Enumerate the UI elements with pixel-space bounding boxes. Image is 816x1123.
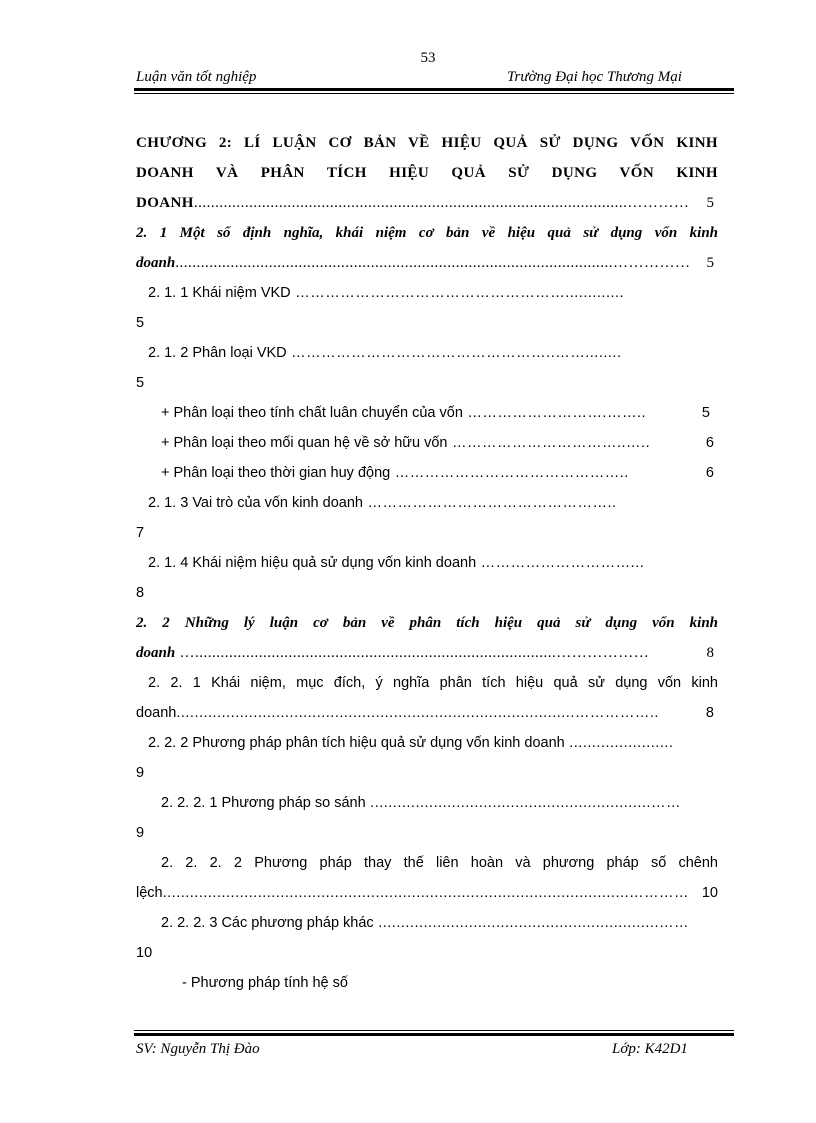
toc-page-number: 6 [705, 465, 714, 481]
toc-leader-dots: ........................................................................................…………….. [176, 705, 659, 721]
toc-page-number: 5 [701, 405, 710, 421]
toc-chapter-2-line-1: CHƯƠNG 2: LÍ LUẬN CƠ BẢN VỀ HIỆU QUẢ SỬ DỤNG VỐN KINH [136, 135, 718, 151]
toc-page-number: 5 [136, 315, 145, 331]
toc-page-number: 5 [706, 195, 714, 211]
toc-entry-text: 2. 1. 3 Vai trò của vốn kinh doanh [148, 495, 363, 511]
toc-leader-dots: ….....................................................................................……………… [175, 645, 650, 661]
toc-entry-2-1-4 [136, 548, 718, 578]
toc-section-2-2-line-1: 2. 2 Những lý luận cơ bản về phân tích hiệu quả sử dụng vốn kinh [136, 615, 718, 631]
footer-rule-thick [134, 1033, 734, 1036]
footer-rule-thin [134, 1030, 734, 1031]
toc-entry-text: doanh [136, 645, 176, 661]
toc-section-2-1-line-1: 2. 1 Một số định nghĩa, khái niệm cơ bản về hiệu quả sử dụng vốn kinh [136, 225, 718, 241]
footer-left-text: SV: Nguyễn Thị Đào [136, 1041, 260, 1057]
toc-entry-2-2-2-3 [136, 908, 718, 938]
toc-page-number: 10 [701, 885, 718, 901]
toc-entry-2-2-2 [136, 728, 718, 758]
toc-page-number: 8 [706, 645, 714, 661]
toc-section-2-2-line-2 [136, 638, 718, 668]
toc-entry-text: DOANH [136, 195, 194, 211]
toc-leader-dots: .......................................................................................................…………… [175, 255, 691, 271]
toc-leader-dots: ..............................................................…… [373, 915, 689, 931]
toc-page-number: 10 [136, 945, 153, 961]
toc-entry-2-2-1-line-2 [136, 698, 718, 728]
toc-section-2-1-line-2 [136, 248, 718, 278]
toc-entry-text: + Phân loại theo mối quan hệ về sở hữu vốn [161, 435, 448, 451]
toc-entry-2-1-3 [136, 488, 718, 518]
toc-leader-dots: .......................................................................................................………… [162, 885, 690, 901]
toc-entry-text: 2. 2. 2 Phương pháp phân tích hiệu quả sử dụng vốn kinh doanh [148, 735, 565, 751]
toc-entry-text: + Phân loại theo thời gian huy động [161, 465, 391, 481]
toc-entry-2-1-2 [136, 338, 718, 368]
toc-entry-text: doanh [136, 255, 176, 271]
toc-leader-dots: ……………………………………………..……........ [286, 345, 622, 361]
toc-entry-2-2-1-line-1: 2. 2. 1 Khái niệm, mục đích, ý nghĩa phân tích hiệu quả sử dụng vốn kinh [148, 675, 718, 691]
toc-entry-text: + Phân loại theo tính chất luân chuyển của vốn [161, 405, 463, 421]
table-of-contents [136, 128, 718, 998]
toc-entry-2-2-2-2-line-2 [136, 878, 718, 908]
toc-page-number: 9 [136, 825, 145, 841]
toc-page-number: 9 [136, 765, 145, 781]
toc-entry-plus-1 [136, 398, 718, 428]
toc-leader-dots: ……………………………..….. [447, 435, 651, 451]
toc-leader-dots: ………………………………………………............. [290, 285, 625, 301]
page-number: 53 [420, 50, 436, 66]
toc-entry-plus-2 [136, 428, 718, 458]
header-right-text: Trường Đại học Thương Mại [507, 69, 682, 85]
toc-entry-text: 2. 2. 2. 3 Các phương pháp khác [161, 915, 374, 931]
footer-right-text: Lớp: K42D1 [612, 1041, 688, 1057]
toc-entry-text: lệch [136, 885, 163, 901]
toc-leader-dots: ……………………………………….. [390, 465, 629, 481]
toc-entry-plus-3 [136, 458, 718, 488]
toc-leader-dots: ……………………….…….. [462, 405, 647, 421]
toc-leader-dots: …………………………... [476, 555, 645, 571]
toc-item-he-so: - Phương pháp tính hệ số [182, 975, 348, 991]
toc-entry-text: 2. 1. 4 Khái niệm hiệu quả sử dụng vốn kinh doanh [148, 555, 477, 571]
toc-leader-dots: ..............................................................…… [365, 795, 681, 811]
toc-leader-dots: ………………………………………….. [362, 495, 617, 511]
toc-page-number: 5 [136, 375, 145, 391]
toc-entry-text: 2. 1. 1 Khái niệm VKD [148, 285, 291, 301]
toc-entry-2-2-2-2-line-1: 2. 2. 2. 2 Phương pháp thay thế liên hoàn và phương pháp số chênh [161, 855, 718, 871]
toc-page-number: 7 [136, 525, 145, 541]
header-rule-thick [134, 88, 734, 91]
toc-entry-2-2-2-1 [136, 788, 718, 818]
toc-page-number: 8 [136, 585, 145, 601]
header-left-text: Luận văn tốt nghiệp [136, 69, 257, 85]
toc-chapter-2-line-3 [136, 188, 718, 218]
toc-page-number: 6 [705, 435, 714, 451]
toc-entry-2-1-1 [136, 278, 718, 308]
toc-entry-text: doanh [136, 705, 177, 721]
toc-entry-text: 2. 2. 2. 1 Phương pháp so sánh [161, 795, 366, 811]
toc-page-number: 5 [706, 255, 714, 271]
toc-chapter-2-line-2: DOANH VÀ PHÂN TÍCH HIỆU QUẢ SỬ DỤNG VỐN KINH [136, 165, 718, 181]
toc-entry-text: 2. 1. 2 Phân loại VKD [148, 345, 287, 361]
toc-page-number: 8 [705, 705, 714, 721]
header-rule-thin [134, 93, 734, 94]
toc-leader-dots: ....................... [564, 735, 674, 751]
toc-leader-dots: ......................................................................................................………… [193, 195, 690, 211]
